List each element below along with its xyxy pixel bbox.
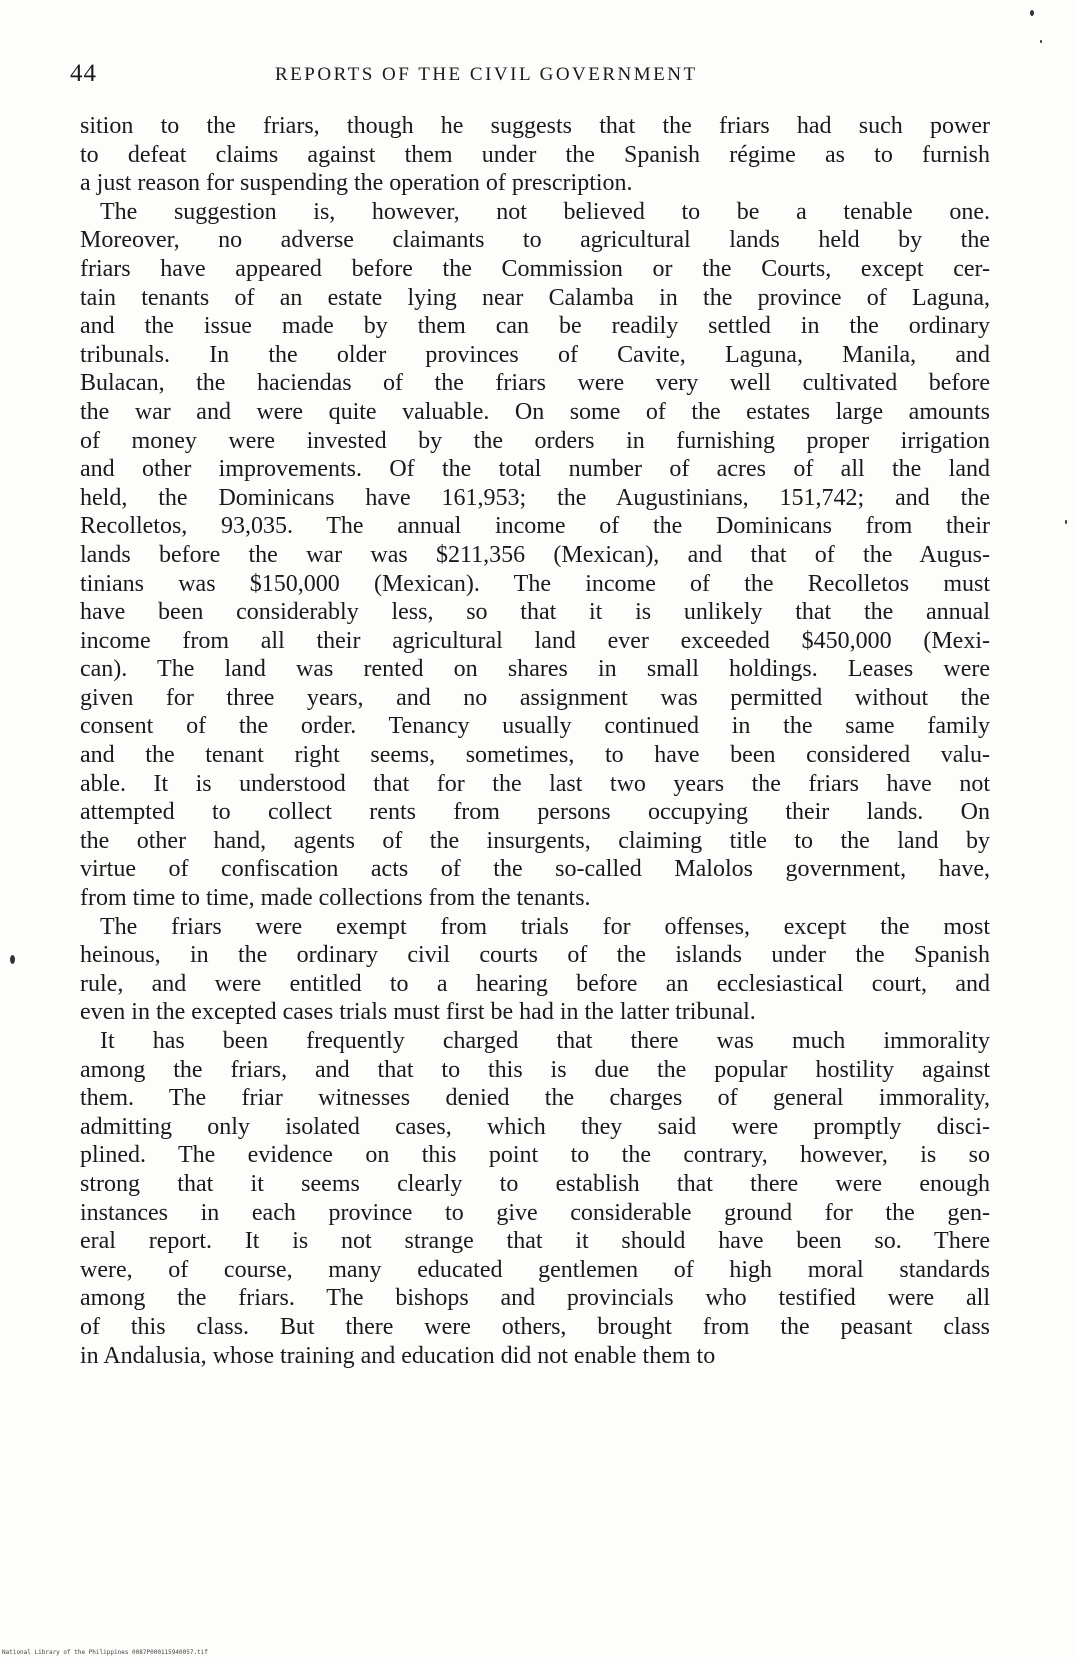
text-line: in Andalusia, whose training and education did not enable them to [80,1342,716,1369]
text-line: the other hand, agents of the insurgents, claiming title to the land by [80,827,990,854]
scan-speck [1065,520,1067,524]
text-line: Moreover, no adverse claimants to agricultural lands held by the [80,227,990,254]
text-line: able. It is understood that for the last two years the friars have not [80,770,990,797]
text-line: It has been frequently charged that there was much immorality [100,1028,990,1054]
scan-speck [10,955,15,964]
text-line: heinous, in the ordinary civil courts of the islands under the Spanish [80,942,990,969]
paragraph [80,112,990,198]
text-line: have been considerably less, so that it is unlikely that the annual [80,599,990,626]
text-line: Bulacan, the haciendas of the friars were very well cultivated before [80,370,990,397]
text-line: of money were invested by the orders in furnishing proper irrigation [80,427,990,454]
text-line: can). The land was rented on shares in small holdings. Leases were [80,656,990,683]
text-line: virtue of confiscation acts of the so-called Malolos government, have, [80,856,990,883]
text-line: instances in each province to give considerable ground for the gen- [80,1199,990,1226]
text-line: among the friars, and that to this is due the popular hostility against [80,1056,990,1083]
text-line: tinians was $150,000 (Mexican). The income of the Recolletos must [80,570,990,597]
text-line: The suggestion is, however, not believed to be a tenable one. [100,198,990,225]
text-line: consent of the order. Tenancy usually continued in the same family [80,713,990,740]
text-line: strong that it seems clearly to establish that there were enough [80,1170,990,1197]
text-line: and the issue made by them can be readily settled in the ordinary [80,313,990,340]
scan-speck [1030,10,1034,16]
text-line: and the tenant right seems, sometimes, to have been considered valu- [80,742,990,769]
text-line: tain tenants of an estate lying near Calamba in the province of Laguna, [80,284,990,311]
text-line: to defeat claims against them under the Spanish régime as to furnish [80,141,990,168]
text-line: among the friars. The bishops and provincials who testified were all [80,1285,990,1312]
text-line: held, the Dominicans have 161,953; the Augustinians, 151,742; and the [80,484,990,511]
text-line: were, of course, many educated gentlemen of high moral standards [80,1256,990,1283]
scan-speck [1040,40,1042,43]
text-line: and other improvements. Of the total number of acres of all the land [80,456,990,483]
text-line: eral report. It is not strange that it should have been so. There [80,1228,990,1255]
text-line: tribunals. In the older provinces of Cavite, Laguna, Manila, and [80,341,990,368]
text-line: The friars were exempt from trials for offenses, except the most [100,913,990,940]
page-number: 44 [70,60,97,87]
text-line: even in the excepted cases trials must first be had in the latter tribunal. [80,999,756,1026]
running-head: REPORTS OF THE CIVIL GOVERNMENT [275,64,698,85]
text-line: the war and were quite valuable. On some of the estates large amounts [80,398,990,425]
text-line: friars have appeared before the Commission or the Courts, except cer- [80,255,990,282]
text-line: attempted to collect rents from persons occupying their lands. On [80,799,990,826]
paragraph [80,913,990,1027]
paragraph [80,198,990,913]
text-line: sition to the friars, though he suggests that the friars had such power [80,113,990,139]
text-line: admitting only isolated cases, which they said were promptly disci- [80,1113,990,1140]
text-line: rule, and were entitled to a hearing before an ecclesiastical court, and [80,970,990,997]
scan-footer: National Library of the Philippines 0087P000115940057.tif [2,1649,208,1656]
text-line: from time to time, made collections from the tenants. [80,885,591,912]
text-line: plined. The evidence on this point to the contrary, however, is so [80,1142,990,1169]
text-line: Recolletos, 93,035. The annual income of the Dominicans from their [80,513,990,540]
text-line: a just reason for suspending the operation of prescription. [80,170,633,197]
text-line: lands before the war was $211,356 (Mexican), and that of the Augus- [80,541,990,568]
page-header [70,60,975,90]
text-line: of this class. But there were others, brought from the peasant class [80,1313,990,1340]
text-line: income from all their agricultural land ever exceeded $450,000 (Mexi- [80,627,990,654]
text-line: given for three years, and no assignment was permitted without the [80,684,990,711]
text-line: them. The friar witnesses denied the charges of general immorality, [80,1085,990,1112]
paragraph [80,1027,990,1370]
body-text [80,112,990,1370]
